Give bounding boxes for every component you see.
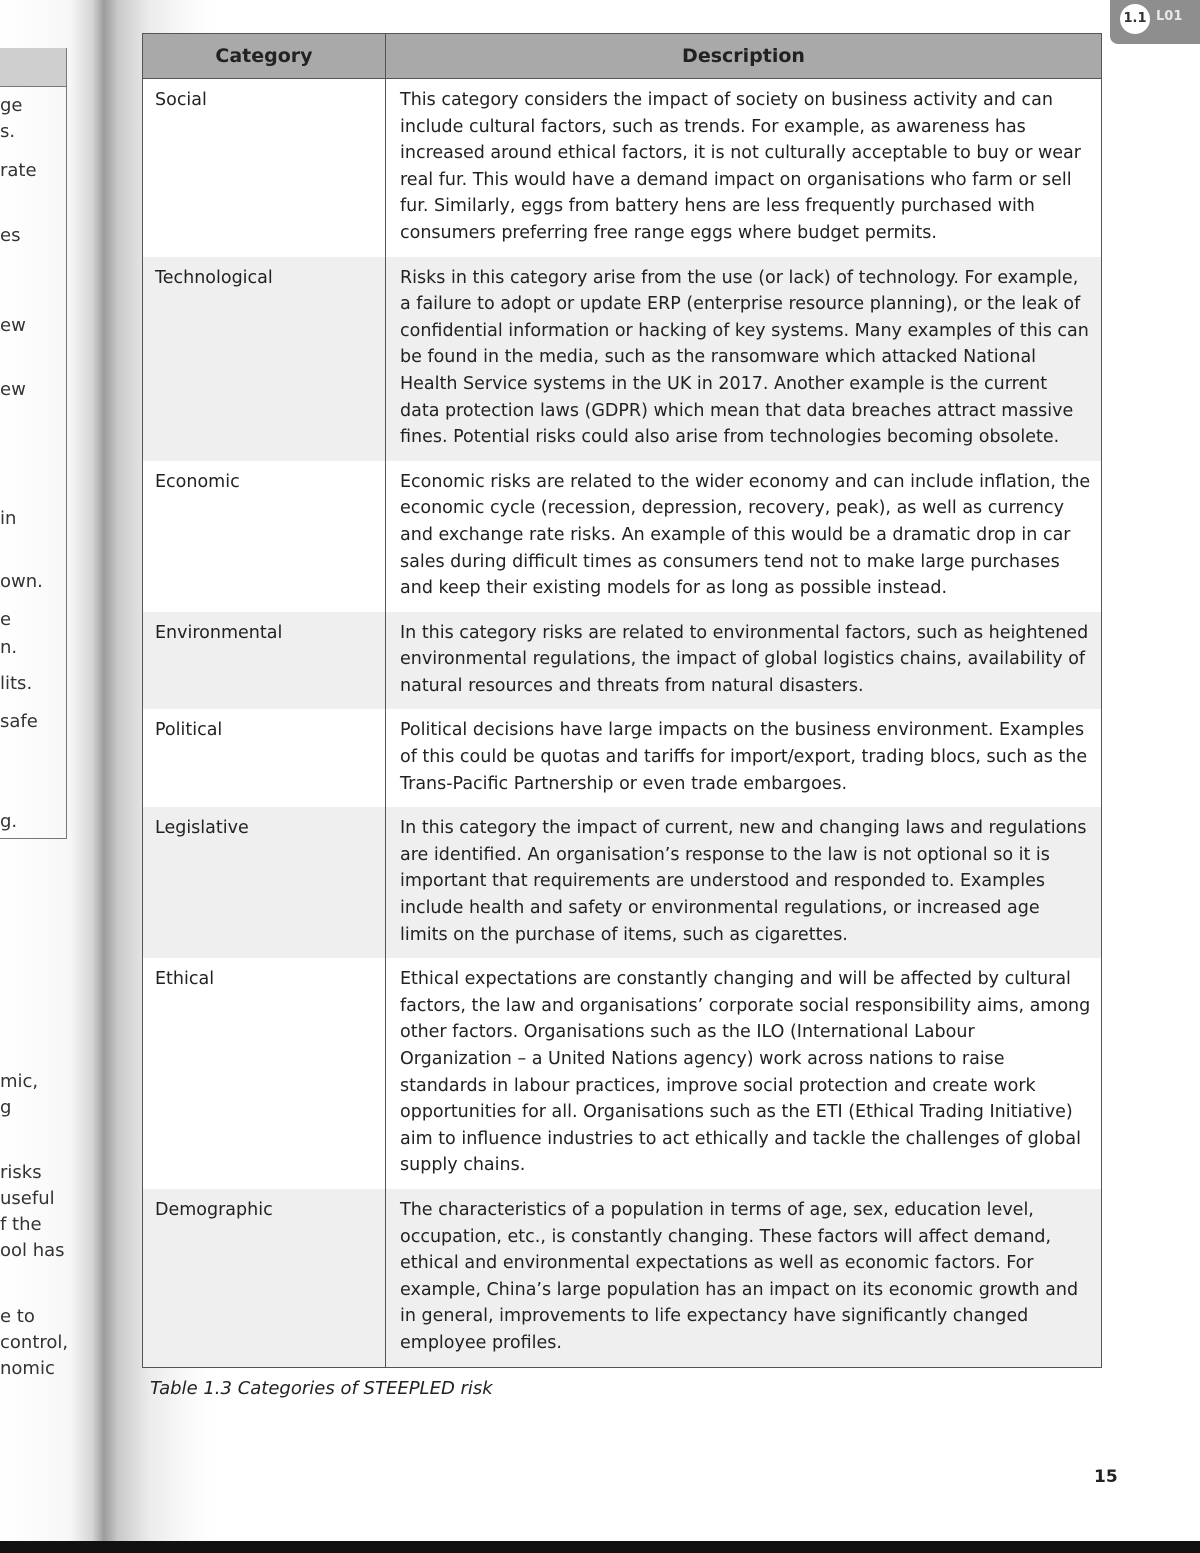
left-page-text: in <box>0 508 17 529</box>
category-cell: Environmental <box>143 612 386 710</box>
left-page-text: g <box>0 1097 12 1118</box>
description-cell: Economic risks are related to the wider economy and can include inflation, the economic cycle (recession, depression, recovery, peak), as well as currency and exchange rate risks. An example of this would be a dramatic drop in car sales during difficult times as consumers tend not to make large purchases and keep their existing models for as long as possible instead. <box>386 461 1102 612</box>
table-row <box>143 807 1102 958</box>
scan-bottom-edge <box>0 1541 1200 1553</box>
left-page-text: nomic <box>0 1358 55 1379</box>
left-page-text: ool has <box>0 1240 65 1261</box>
category-cell: Demographic <box>143 1189 386 1367</box>
left-page-text: useful <box>0 1188 55 1209</box>
table-row <box>143 257 1102 461</box>
category-cell: Legislative <box>143 807 386 958</box>
category-column-header: Category <box>143 34 386 79</box>
left-page-text: control, <box>0 1332 69 1353</box>
steepled-risk-table <box>142 33 1102 1368</box>
left-page-text: f the <box>0 1214 42 1235</box>
left-page-fragment <box>0 48 67 839</box>
description-cell: Risks in this category arise from the use (or lack) of technology. For example, a failure to adopt or update ERP (enterprise resource planning), or the leak of confidential information or hacking of key systems. Many examples of this can be found in the media, such as the ransomware which attacked National Health Service systems in the UK in 2017. Another example is the current data protection laws (GDPR) which mean that data breaches attract massive fines. Potential risks could also arise from technologies becoming obsolete. <box>386 257 1102 461</box>
left-page-table-header <box>0 48 66 87</box>
description-cell: Political decisions have large impacts on the business environment. Examples of this could be quotas and tariffs for import/export, trading blocs, such as the Trans-Pacific Partnership or even trade embargoes. <box>386 709 1102 807</box>
left-page-text: s. <box>0 121 16 142</box>
description-cell: In this category the impact of current, new and changing laws and regulations are identified. An organisation’s response to the law is not optional so it is important that requirements are understood and responded to. Examples include health and safety or environmental regulations, or increased age limits on the purchase of items, such as cigarettes. <box>386 807 1102 958</box>
left-page-text: risks <box>0 1162 42 1183</box>
description-column-header: Description <box>386 34 1102 79</box>
left-page-text: e <box>0 609 12 630</box>
left-page-text: safe <box>0 711 38 732</box>
description-cell: The characteristics of a population in terms of age, sex, education level, occupation, etc., is constantly changing. These factors will affect demand, ethical and environmental expectations as well as economic factors. For example, China’s large population has an impact on its economic growth and in general, improvements to life expectancy have significantly changed employee profiles. <box>386 1189 1102 1367</box>
left-page-text: ge <box>0 95 23 116</box>
left-page-text: ew <box>0 315 26 336</box>
left-page-text: mic, <box>0 1071 39 1092</box>
table-row <box>143 709 1102 807</box>
left-page-text: lits. <box>0 673 33 694</box>
category-cell: Social <box>143 79 386 257</box>
page-number: 15 <box>1094 1467 1118 1487</box>
table-row <box>143 958 1102 1189</box>
learning-outcome-label: L01 <box>1156 9 1183 24</box>
left-page-text: es <box>0 225 21 246</box>
category-cell: Political <box>143 709 386 807</box>
category-cell: Technological <box>143 257 386 461</box>
description-cell: Ethical expectations are constantly changing and will be affected by cultural factors, the law and organisations’ corporate social responsibility aims, among other factors. Organisations such as the ILO (International Labour Organization – a United Nations agency) work across nations to raise standards in labour practices, improve social protection and create work opportunities for all. Organisations such as the ETI (Ethical Trading Initiative) aim to influence industries to act ethically and tackle the challenges of global supply chains. <box>386 958 1102 1189</box>
table-row <box>143 1189 1102 1367</box>
category-cell: Ethical <box>143 958 386 1189</box>
description-cell: This category considers the impact of society on business activity and can include cultural factors, such as trends. For example, as awareness has increased around ethical factors, it is not culturally acceptable to buy or wear real fur. This would have a demand impact on organisations who farm or sell fur. Similarly, eggs from battery hens are less frequently purchased with consumers preferring free range eggs where budget permits. <box>386 79 1102 257</box>
description-cell: In this category risks are related to environmental factors, such as heightened environmental regulations, the impact of global logistics chains, availability of natural resources and threats from natural disasters. <box>386 612 1102 710</box>
left-page-text: rate <box>0 160 37 181</box>
left-page-text: own. <box>0 571 43 592</box>
table-row <box>143 461 1102 612</box>
left-page-text: ew <box>0 379 26 400</box>
table-caption: Table 1.3 Categories of STEEPLED risk <box>150 1378 493 1399</box>
left-page-text: n. <box>0 637 18 658</box>
table-header-row <box>143 34 1102 79</box>
table-row <box>143 79 1102 257</box>
section-number: 1.1 <box>1120 4 1150 34</box>
table-row <box>143 612 1102 710</box>
category-cell: Economic <box>143 461 386 612</box>
left-page-text: g. <box>0 811 18 832</box>
left-page-text: e to <box>0 1306 35 1327</box>
